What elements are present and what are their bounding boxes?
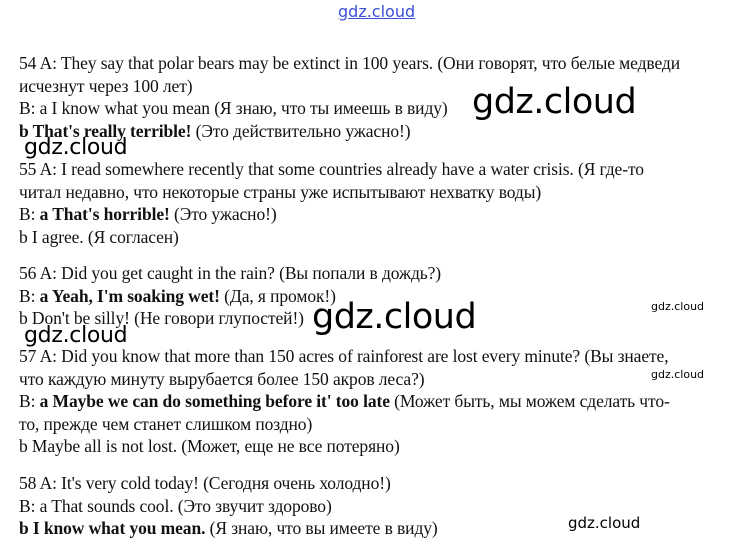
line-text: 56 A: Did you get caught in the rain? (Вы попали в дождь?) [19,263,442,283]
exercise-57-line [19,390,670,412]
watermark-large-1: gdz.cloud [472,82,637,122]
exercise-56-line [19,262,441,284]
exercise-58-line [19,517,438,539]
exercise-55-line [19,158,644,180]
watermark-footer: gdz.cloud [568,514,641,532]
line-text: B: [19,204,40,224]
exercise-55-line [19,181,541,203]
line-text: B: a That sounds cool. (Это звучит здорово) [19,495,332,516]
watermark-small-2: gdz.cloud [651,368,705,381]
line-text: 54 A: They say that polar bears may be extinct in 100 years. (Они говорят, что белые медведи [19,53,680,73]
line-text: B: [19,391,40,411]
line-text: B: a I know what you mean (Я знаю, что ты имеешь в виду) [19,98,448,118]
watermark-medium-2: gdz.cloud [24,323,128,348]
line-text: исчезнут через 100 лет) [19,75,193,96]
exercise-58-line [19,472,391,494]
line-text: (Это ужасно!) [169,204,277,224]
exercise-55-line [19,226,179,248]
line-text: что каждую минуту вырубается более 150 акров леса?) [19,368,425,389]
line-text: b Don't be silly! (Не говори глупостей!) [19,308,304,328]
line-text: B: [19,285,40,306]
exercise-54-line [19,97,448,119]
line-text: b Maybe all is not lost. (Может, еще не все потеряно) [19,436,400,456]
exercise-57-line [19,368,424,390]
exercise-58-line [19,495,332,517]
line-text: (Я знаю, что вы имеете в виду) [205,518,438,538]
bold-answer-text: b I know what you mean. [19,518,206,538]
bold-answer-text: a That's horrible! [39,204,170,224]
line-text: 55 A: I read somewhere recently that some countries already have a water crisis. (Я где-то [19,159,644,179]
line-text: 57 A: Did you know that more than 150 acres of rainforest are lost every minute? (Вы знаете, [19,346,669,366]
exercise-57-line [19,413,312,435]
line-text: (Может быть, мы можем сделать что- [389,391,670,411]
bold-answer-text: b That's really terrible! [19,120,192,141]
line-text: 58 A: It's very cold today! (Сегодня очень холодно!) [19,473,391,493]
watermark-small-1: gdz.cloud [651,300,705,313]
line-text: (Да, я промок!) [219,285,336,306]
watermark-large-2: gdz.cloud [312,297,477,337]
line-text: читал недавно, что некоторые страны уже испытывают нехватку воды) [19,181,542,202]
bold-answer-text: a Maybe we can do something before it' too late [39,391,390,411]
line-text: то, прежде чем станет слишком поздно) [19,413,313,434]
watermark-top-link[interactable]: gdz.cloud [338,2,416,21]
exercise-55-line [19,203,277,225]
exercise-57-line [19,435,400,457]
exercise-54-line [19,75,193,97]
bold-answer-text: a Yeah, I'm soaking wet! [39,285,220,306]
line-text: (Это действительно ужасно!) [191,120,411,141]
watermark-medium-1: gdz.cloud [24,135,128,160]
exercise-56-line [19,285,336,307]
exercise-54-line [19,52,680,74]
line-text: b I agree. (Я согласен) [19,226,179,247]
